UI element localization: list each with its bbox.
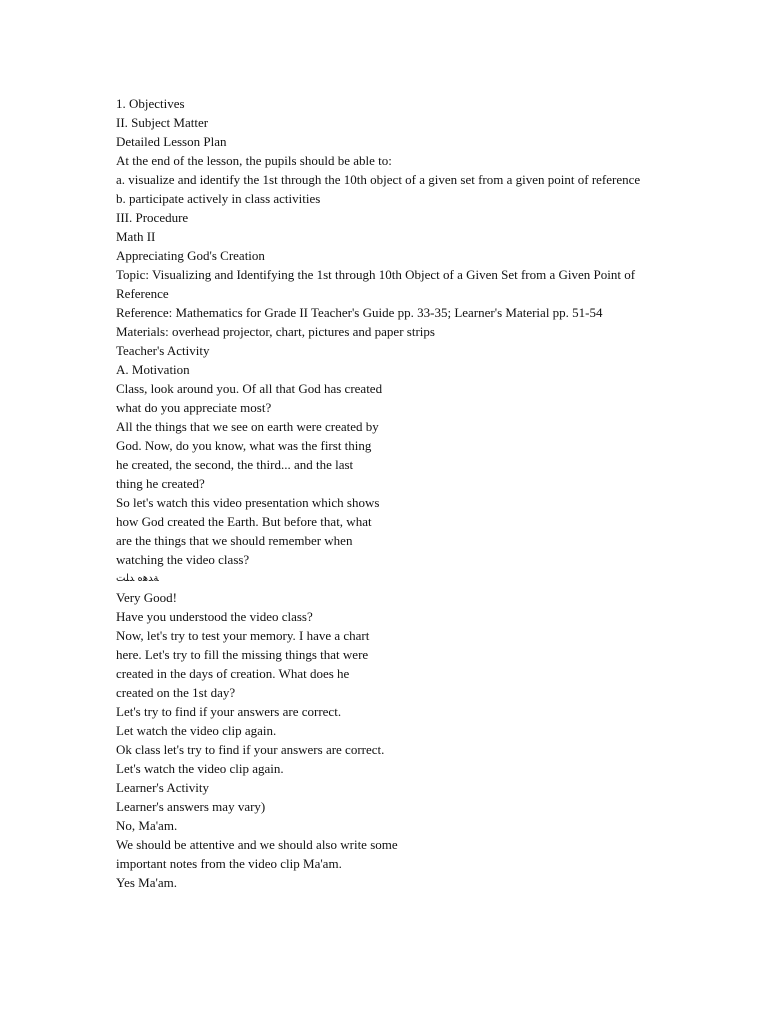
- topic-text-continued: Reference: [116, 286, 169, 301]
- teacher-line: watching the video class?: [116, 552, 250, 567]
- theme-label: Appreciating God's Creation: [116, 248, 265, 263]
- teacher-line: are the things that we should remember when: [116, 533, 353, 548]
- objectives-intro: At the end of the lesson, the pupils should be able to:: [116, 153, 392, 168]
- teacher-line: Class, look around you. Of all that God has created: [116, 381, 383, 396]
- teacher-line: Have you understood the video class?: [116, 609, 313, 624]
- heading-procedure: III. Procedure: [116, 210, 189, 225]
- reference-text: Reference: Mathematics for Grade II Teacher's Guide pp. 33-35; Learner's Material pp. 51-54: [116, 305, 603, 320]
- teacher-line: he created, the second, the third... and the last: [116, 457, 354, 472]
- teacher-line: what do you appreciate most?: [116, 400, 272, 415]
- objective-b: b. participate actively in class activities: [116, 191, 321, 206]
- teacher-line: Ok class let's try to find if your answers are correct.: [116, 742, 385, 757]
- subject-label: Math II: [116, 229, 156, 244]
- document-title: Detailed Lesson Plan: [116, 134, 227, 149]
- learner-line: No, Ma'am.: [116, 818, 178, 833]
- lesson-plan-text: [116, 94, 652, 892]
- teacher-line: here. Let's try to fill the missing things that were: [116, 647, 369, 662]
- topic-text: Topic: Visualizing and Identifying the 1st through 10th Object of a Given Set from a Given Point of: [116, 267, 636, 282]
- teacher-line: created on the 1st day?: [116, 685, 236, 700]
- heading-objectives: 1. Objectives: [116, 96, 185, 111]
- teacher-line: Now, let's try to test your memory. I have a chart: [116, 628, 370, 643]
- learner-line: We should be attentive and we should also write some: [116, 837, 398, 852]
- objective-a: a. visualize and identify the 1st through the 10th object of a given set from a given point of reference: [116, 172, 641, 187]
- teacher-line: All the things that we see on earth were created by: [116, 419, 379, 434]
- teacher-line: thing he created?: [116, 476, 205, 491]
- teacher-line: Let watch the video clip again.: [116, 723, 277, 738]
- teachers-activity-heading: Teacher's Activity: [116, 343, 210, 358]
- materials-text: Materials: overhead projector, chart, pictures and paper strips: [116, 324, 435, 339]
- teacher-line: So let's watch this video presentation which shows: [116, 495, 380, 510]
- garbled-script-line: ﺔﺪﻫﻩ ﺪﻠﺖ: [116, 573, 159, 584]
- learner-line: Yes Ma'am.: [116, 875, 177, 890]
- motivation-heading: A. Motivation: [116, 362, 190, 377]
- learner-line: important notes from the video clip Ma'am.: [116, 856, 342, 871]
- teacher-line: how God created the Earth. But before that, what: [116, 514, 372, 529]
- learners-activity-heading: Learner's Activity: [116, 780, 209, 795]
- teacher-line: God. Now, do you know, what was the first thing: [116, 438, 372, 453]
- teacher-line: Very Good!: [116, 590, 178, 605]
- teacher-line: created in the days of creation. What does he: [116, 666, 350, 681]
- learner-line: Learner's answers may vary): [116, 799, 266, 814]
- teacher-line: Let's watch the video clip again.: [116, 761, 284, 776]
- heading-subject-matter: II. Subject Matter: [116, 115, 209, 130]
- teacher-line: Let's try to find if your answers are correct.: [116, 704, 342, 719]
